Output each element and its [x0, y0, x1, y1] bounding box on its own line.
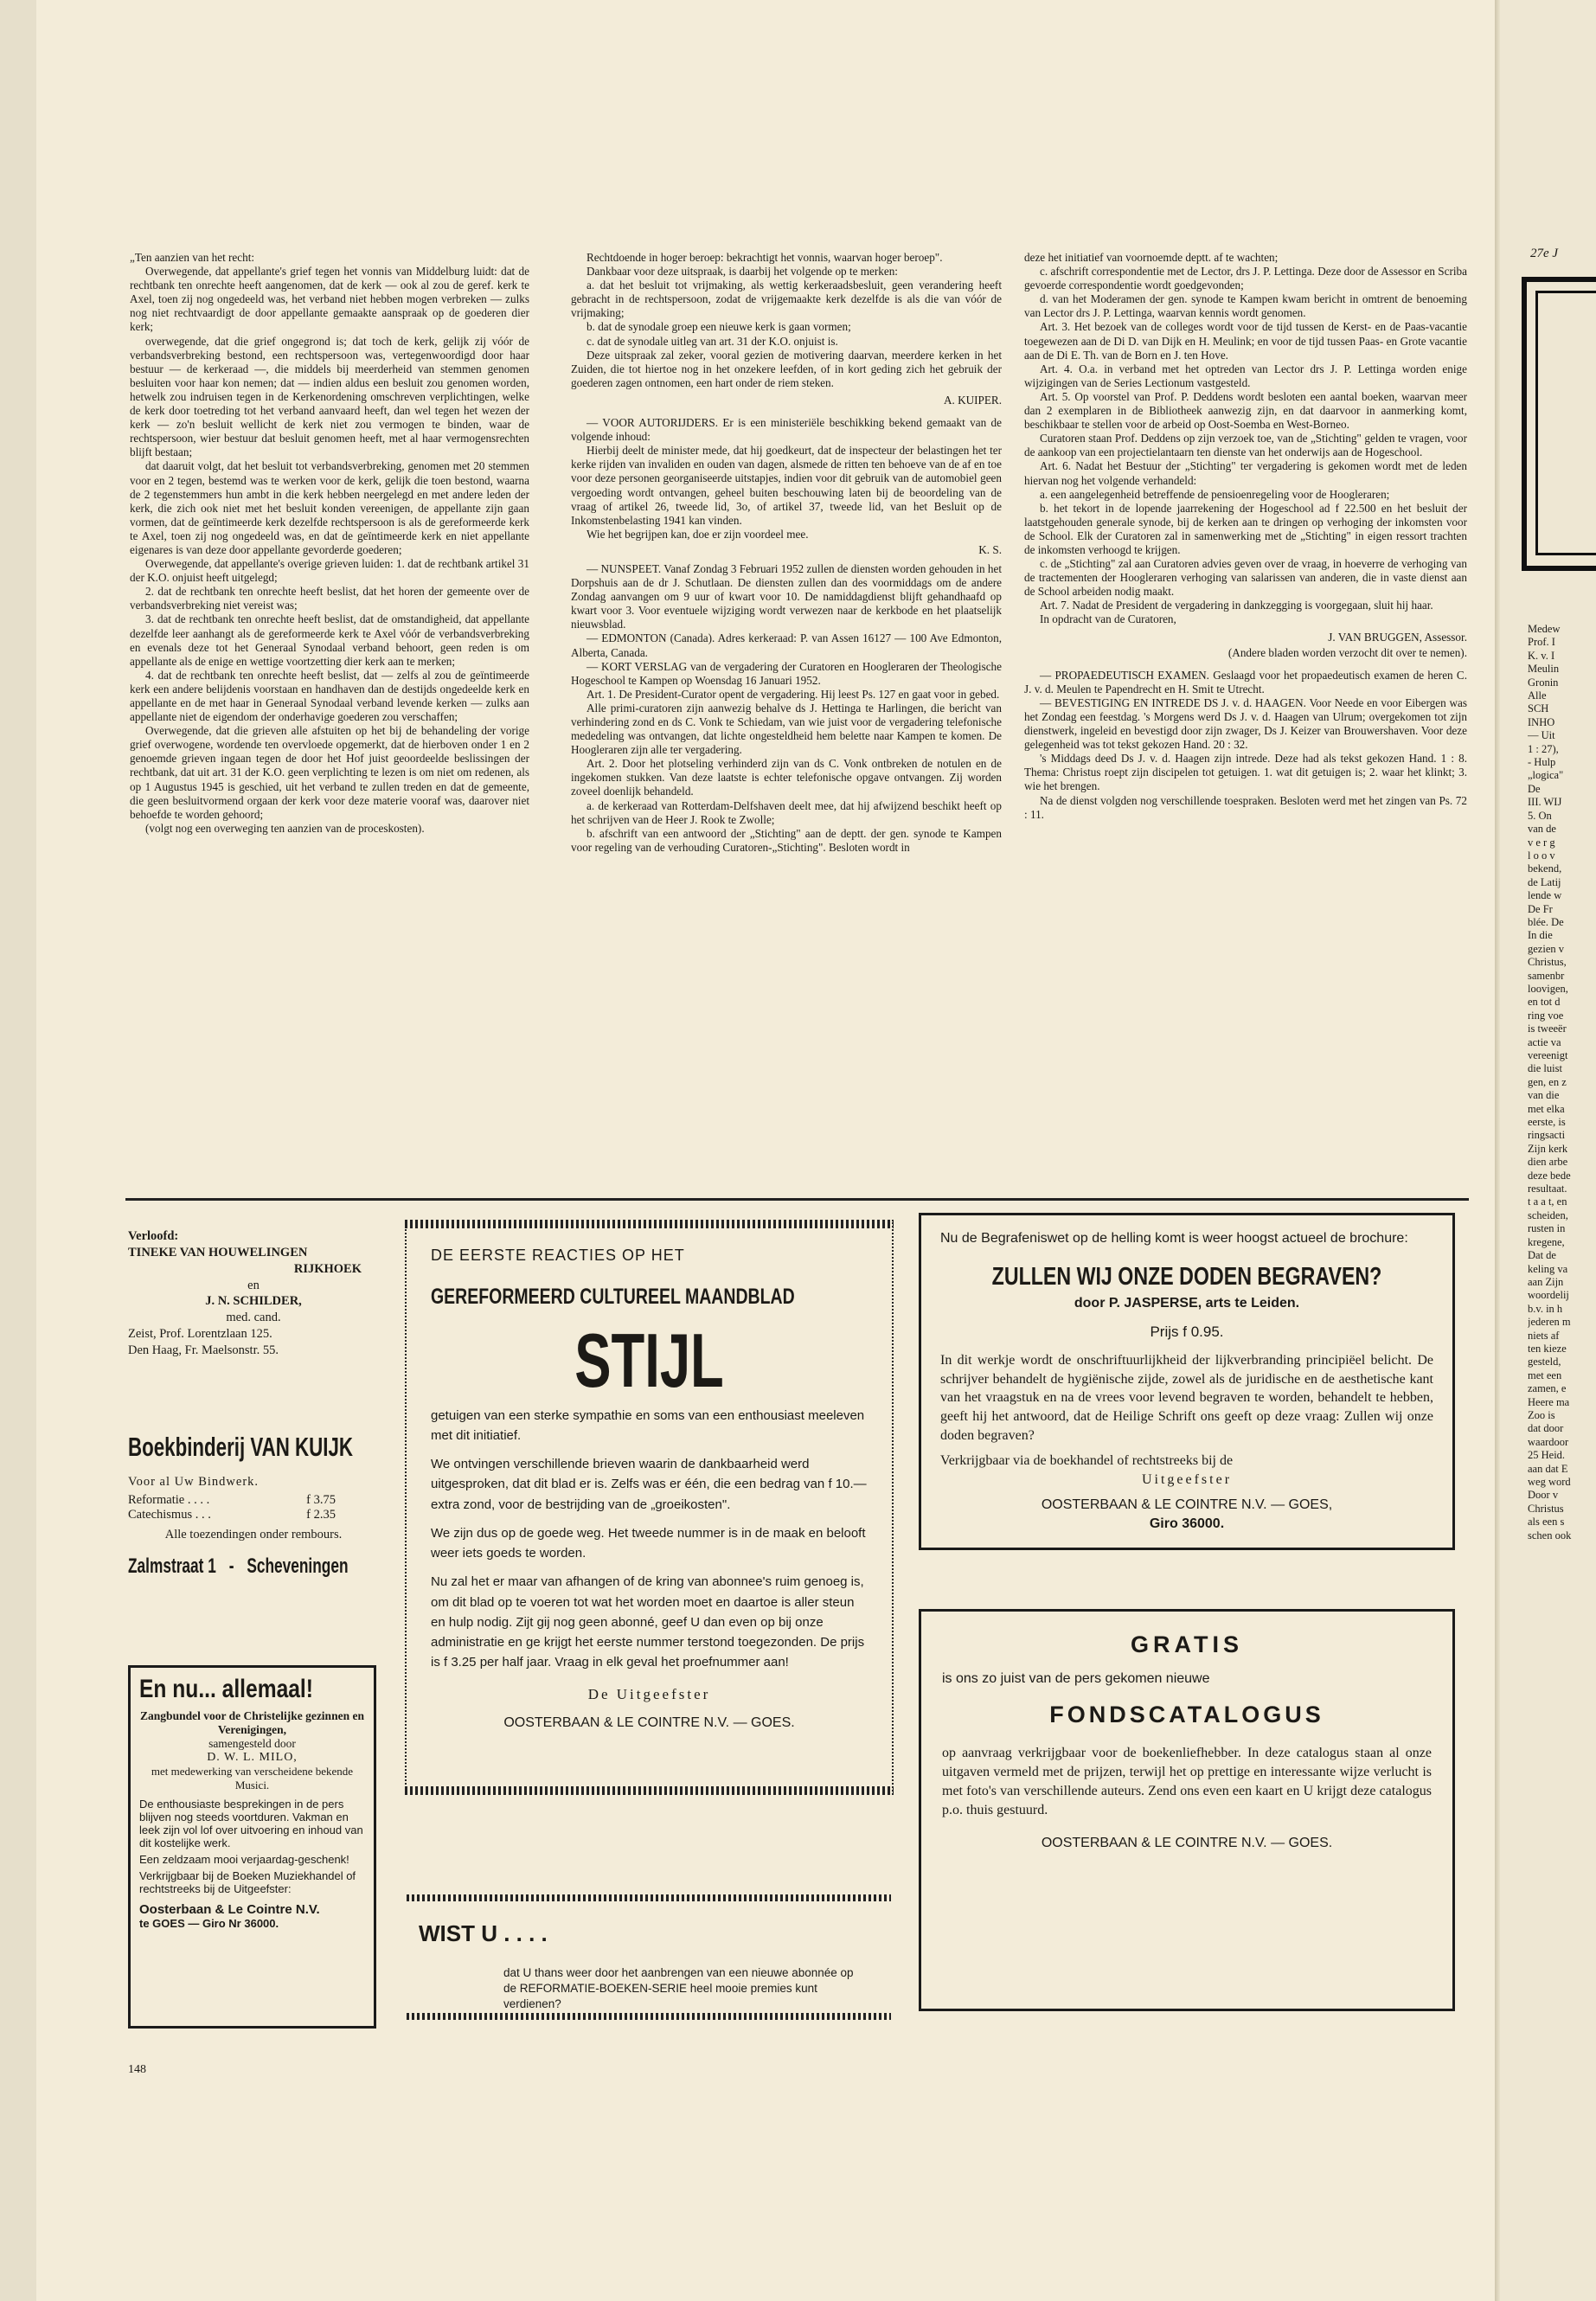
fragment-line: resultaat.	[1528, 1183, 1567, 1195]
notice-name-2: J. N. SCHILDER,	[205, 1294, 302, 1309]
fragment-line: aan dat E	[1528, 1462, 1568, 1475]
paragraph: a. een aangelegenheid betreffende de pensioenregeling voor de Hoogleraren;	[1040, 487, 1390, 501]
paragraph: — BEVESTIGING EN INTREDE DS J. v. d. HAAGEN. Voor Neede en voor Eibergen was het Zondag een feestdag. 's Morgens werd Ds J. v. d. Haagen van Ulrum; overgekomen tot zijn dienstwerk, ingeleid en bevestigd door zijn zwager, Ds J. Keizer van Brouwershaven. Voor deze gelegenheid was tot tekst gekozen Hand. 20 : 32.	[1024, 695, 1467, 752]
fragment-line: Christus,	[1528, 956, 1567, 969]
paragraph: Art. 4. O.a. in verband met het optreden van Lector drs J. P. Lettinga worden enige wijzigingen van de Series Lectionum vastgesteld.	[1024, 362, 1467, 389]
bindery-title: Boekbinderij VAN KUIJK	[128, 1432, 354, 1462]
paragraph: — EDMONTON (Canada). Adres kerkeraad: P. van Assen 16127 — 100 Ave Edmonton, Alberta, Canada.	[571, 631, 1002, 659]
dotted-border-bottom	[405, 1786, 894, 1795]
paragraph: b. afschrift van een antwoord der „Stichting" aan de deptt. der gen. synode te Kampen voor regeling van de verhouding Curatoren-„Stichting". Besloten wordt in	[571, 826, 1002, 854]
fragment-line: met een	[1528, 1368, 1562, 1381]
stijl-publisher: OOSTERBAAN & LE COINTRE N.V. — GOES.	[503, 1715, 795, 1730]
signature: J. VAN BRUGGEN, Assessor.	[1328, 630, 1467, 644]
paragraph: Alle primi-curatoren zijn aanwezig behalve ds J. Hettinga te Harlingen, die bericht van verhindering zond en ds C. Vonk te Schiedam, van wie juist voor de vergadering telefonische mededeling was ontvangen, dat lichte ongesteldheid hem belette naar Kampen te komen. De Hoogleraren zijn alle ter vergadering.	[571, 701, 1002, 757]
fragment-line: Alle	[1528, 689, 1547, 702]
catalogue-body: op aanvraag verkrijgbaar voor de boekenliefhebber. In deze catalogus staan al onze uitgaven vermeld met de prijzen, terwijl het op prettige en interessante wijze verlucht is met foto's van verschillende auteurs. Zend ons even een kaart en U krijgt deze catalogus p.o. thuis gestuurd.	[942, 1745, 1432, 1817]
article-column-3	[1024, 251, 1467, 822]
catalogue-ad	[919, 1609, 1455, 2011]
paragraph: c. dat de synodale uitleg van art. 31 der K.O. onjuist is.	[586, 334, 838, 348]
paragraph: In opdracht van de Curatoren,	[1040, 612, 1176, 626]
next-page-edge	[1500, 0, 1596, 2301]
fragment-line: loovigen,	[1528, 982, 1568, 995]
page-number: 148	[128, 2063, 146, 2076]
paragraph: Overwegende, dat appellante's grief tegen het vonnis van Middelburg luidt: dat de rechtbank ten onrechte heeft aangenomen, dat de kerk — ook al zou de geref. kerk te Axel, toen zij nog ongedeeld was, het verband niet hebben mogen verbreken — zulks nog niet rechtvaardigt de door appellante gemaakte aanspraak op de goederen dier kerk;	[130, 265, 529, 334]
songbook-p2: Een zeldzaam mooi verjaardag-geschenk!	[139, 1853, 349, 1866]
fragment-line: samenbr	[1528, 969, 1565, 982]
signature: A. KUIPER.	[943, 393, 1002, 407]
notice-place-1: RIJKHOEK	[293, 1261, 362, 1276]
fragment-line: dien arbe	[1528, 1156, 1568, 1169]
paragraph: Hierbij deelt de minister mede, dat hij goedkeurt, dat de inspecteur der belastingen het ter kerke rijden van invaliden en ouden van dagen, alsmede de ritten ten behoeve van de af en toe voor deze personen georganiseerde uitstapjes, indien voor dit gebruik van de automobiel geen vergoeding wordt ontvangen, geheel buiten beschouwing laten bij de beoordeling van de vraag of artikel 26, tweede lid, 3o, of artikel 37, tweede lid, van het Besluit op de Inkomstenbelasting 1941 kan vinden.	[571, 444, 1002, 527]
price-value: f 2.35	[306, 1508, 336, 1522]
songbook-ad	[128, 1665, 376, 2029]
paragraph: b. het tekort in de lopende jaarrekening der Hogeschool ad f 22.500 en het besluit der laatstgehouden generale synode, bij de kerken aan te dringen op verhoging der inkomsten voor de School. Elk der Curatoren zal in samenwerking met de „Stichting" in eigen ressort trachten de inkomsten verhoogd te krijgen.	[1024, 501, 1467, 556]
next-page-header: 27e J	[1530, 247, 1559, 260]
paragraph: Art. 3. Het bezoek van de colleges wordt voor de tijd tussen de Kerst- en de Paas-vacantie toegewezen aan de Di D. van Dijk en H. Meulink; en voor de tijd tussen Paas- en Grote vacantie aan de Di E. Th. van de Born en J. ten Hove.	[1024, 320, 1467, 362]
paragraph: d. van het Moderamen der gen. synode te Kampen kwam bericht in omtrent de benoeming van Lector drs J. P. Lettinga, waarvan kennis wordt genomen.	[1024, 292, 1467, 320]
fragment-line: SCH	[1528, 702, 1549, 715]
article-column-1	[130, 251, 529, 836]
fragment-line: ringsacti	[1528, 1129, 1566, 1142]
fragment-line: niets af	[1528, 1329, 1560, 1342]
fragment-line: is tweeër	[1528, 1022, 1567, 1035]
fragment-line: actie va	[1528, 1035, 1561, 1048]
fragment-line: Zijn kerk	[1528, 1142, 1568, 1155]
catalogue-title: FONDSCATALOGUS	[1049, 1702, 1324, 1728]
fragment-line: 25 Heid.	[1528, 1449, 1566, 1462]
fragment-line: deze bede	[1528, 1169, 1571, 1182]
dotted-border-top	[405, 1220, 894, 1228]
paragraph: c. afschrift correspondentie met de Lector, drs J. P. Lettinga. Deze door de Assessor en Scriba gevoerde correspondentie wordt goedgevonden;	[1024, 265, 1467, 292]
fragment-line: vereenigt	[1528, 1049, 1568, 1061]
fragment-line: 5. On	[1528, 809, 1552, 822]
fragment-line: lende w	[1528, 889, 1562, 902]
stijl-top: DE EERSTE REACTIES OP HET	[431, 1247, 685, 1264]
fragment-line: 1 : 27),	[1528, 742, 1559, 755]
dotted-border-right	[888, 1220, 894, 1795]
fragment-line: en tot d	[1528, 996, 1561, 1009]
notice-heading: Verloofd:	[128, 1229, 179, 1243]
wist-u-ad	[407, 1894, 891, 2020]
stijl-p3: We zijn dus op de goede weg. Het tweede nummer is in de maak en belooft weer iets goeds te worden.	[431, 1525, 866, 1561]
fragment-line: - Hulp	[1528, 756, 1556, 769]
burial-body: In dit werkje wordt de onschriftuurlijkheid der lijkverbranding principiëel belicht. De schrijver behandelt de hygiënische zijde, zowel als de juridische en de aesthetische kant van het vraagstuk en na de vrees voor levend begraven te worden, behandelt te hebben, geeft hij het antwoord, dat de Heilige Schrift ons geeft op deze vraag: Zullen wij onze doden begraven?	[940, 1353, 1433, 1443]
paragraph: a. de kerkeraad van Rotterdam-Delfshaven deelt mee, dat hij afwijzend beschikt heeft op het schrijven van de Heer J. Rook te Zwolle;	[571, 798, 1002, 826]
stijl-title: STIJL	[574, 1317, 724, 1403]
fragment-line: ten kieze	[1528, 1342, 1567, 1355]
notice-address-1: Zeist, Prof. Lorentzlaan 125.	[128, 1327, 272, 1342]
catalogue-line: is ons zo juist van de pers gekomen nieuwe	[942, 1671, 1210, 1687]
fragment-line: Christus	[1528, 1502, 1564, 1515]
fragment-line: waardoor	[1528, 1435, 1569, 1448]
burial-intro: Nu de Begrafeniswet op de helling komt is weer hoogst actueel de brochure:	[940, 1231, 1408, 1246]
songbook-p3: Verkrijgbaar bij de Boeken Muziekhandel of rechtstreeks bij de Uitgeefster:	[139, 1869, 356, 1895]
fragment-line: Meulin	[1528, 663, 1560, 676]
stijl-subtitle: GEREFORMEERD CULTUREEL MAANDBLAD	[431, 1284, 795, 1309]
wist-u-title: WIST U . . . .	[419, 1920, 548, 1946]
paragraph: „Ten aanzien van het recht:	[130, 251, 255, 264]
paragraph: Deze uitspraak zal zeker, vooral gezien de motivering daarvan, meerdere kerken in het Zuiden, die tot hiertoe nog in het onzekere leefden, of in kort geding zich het gebruik der goederen zagen ontnomen, een hart onder de riem steken.	[571, 348, 1002, 389]
songbook-title: En nu... allemaal!	[139, 1675, 313, 1703]
fragment-line: eerste, is	[1528, 1116, 1566, 1129]
stijl-p1: getuigen van een sterke sympathie en soms van een enthousiast meeleven met dit initiatief.	[431, 1407, 865, 1443]
paragraph: Rechtdoende in hoger beroep: bekrachtigt het vonnis, waarvan hoger beroep".	[586, 251, 943, 264]
fragment-line: Gronin	[1528, 676, 1559, 689]
stijl-p4: Nu zal het er maar van afhangen of de kring van abonnee's ruim genoeg is, om dit blad op te voeren tot wat het worden moet en daartoe is aller steun en hulp nodig. Zijt gij nog geen abonné, geef U dan even op bij onze administratie en ge krijgt het eerste nummer terstond toegezonden. De prijs is f 3.25 per half jaar. Vraag in elk geval het proefnummer aan!	[431, 1574, 865, 1670]
burial-author: door P. JASPERSE, arts te Leiden.	[1074, 1295, 1300, 1311]
fragment-line: zamen, e	[1528, 1382, 1567, 1395]
paragraph: Art. 1. De President-Curator opent de vergadering. Hij leest Ps. 127 en gaat voor in gebed.	[586, 687, 1000, 701]
left-gutter	[0, 0, 36, 2301]
fragment-line: van de	[1528, 823, 1556, 836]
paragraph: Art. 6. Nadat het Bestuur der „Stichting" ter vergadering is gekomen wordt met de leden hiervan nog het volgende verhandeld:	[1024, 459, 1467, 487]
songbook-sub-3: met medewerking van verscheidene bekende Musici.	[151, 1765, 354, 1791]
fragment-line: — Uit	[1528, 729, 1555, 742]
fragment-line: v e r g	[1528, 836, 1555, 849]
dotted-border-left	[405, 1220, 410, 1795]
songbook-publisher: Oosterbaan & Le Cointre N.V.	[139, 1902, 320, 1917]
songbook-p1: De enthousiaste besprekingen in de pers blijven nog steeds voortduren. Vakman en leek zijn vol lof over uitvoering en inhoud van dit kostelijke werk.	[139, 1798, 363, 1849]
catalogue-gratis: GRATIS	[1131, 1631, 1243, 1657]
paragraph: (volgt nog een overweging ten aanzien van de proceskosten).	[145, 821, 425, 835]
fragment-line: De	[1528, 782, 1541, 795]
paragraph: Art. 7. Nadat de President de vergadering in dankzegging is voorgegaan, sluit hij haar.	[1040, 599, 1433, 612]
fragment-line: gesteld,	[1528, 1356, 1561, 1368]
paragraph: 4. dat de rechtbank ten onrechte heeft beslist, dat — zelfs al zou de geïntimeerde kerk een andere belijdenis voorstaan en handhaven dan de destijds ongedeelde kerk en appellante en de met haar in Generaal Synodaal verband levende kerken — zulks aan appellante niet de eigendom der onderhavige goederen zou verschaffen;	[130, 668, 529, 724]
paragraph: — VOOR AUTORIJDERS. Er is een ministeriële beschikking bekend gemaakt van de volgende inhoud:	[571, 416, 1002, 444]
burial-publisher: OOSTERBAAN & LE COINTRE N.V. — GOES,	[1041, 1497, 1333, 1513]
next-page-black-block	[1522, 277, 1596, 571]
fragment-line: de Latij	[1528, 875, 1561, 888]
fragment-line: Dat de	[1528, 1249, 1556, 1262]
fragment-line: Zoo is	[1528, 1408, 1555, 1421]
reprint-note: (Andere bladen worden verzocht dit over te nemen).	[1227, 645, 1467, 659]
engagement-notice	[128, 1228, 379, 1359]
fragment-line: In die	[1528, 929, 1553, 942]
paragraph: 's Middags deed Ds J. v. d. Haagen zijn intrede. Deze had als tekst gekozen Hand. 1 : 8. Thema: Christus roept zijn discipelen tot getuigen. 1. wat dit getuigen is; 2. waar het klinkt; 3. wie het brengen.	[1024, 752, 1467, 793]
fragment-line: blée. De	[1528, 915, 1564, 928]
paragraph: Overwegende, dat die grieven alle afstuiten op het bij de behandeling der vorige grief overwogene, wordende ten overvloede opgemerkt, dat de hierboven onder 1 en 2 genoemde grieven ingaan tegen de door het Hof juist geoordeelde beslissingen der rechtbank, dat uit art. 31 der K.O. geen verplichting te lezen is om niet om redenen, als op 1 Augustus 1945 is geschied, uit het verband te zullen treden en dat de gemeente, die geen besluitvormend orgaan der kerk voor deze materie vooraf was, daarover niet behoefde te worden gehoord;	[130, 724, 529, 821]
fragment-line: Door v	[1528, 1489, 1559, 1502]
fragment-line: K. v. I	[1528, 649, 1555, 662]
paragraph: — NUNSPEET. Vanaf Zondag 3 Februari 1952 zullen de diensten worden gehouden in het Dorpshuis aan de dr J. Schutlaan. De diensten zullen dan des voormiddags om de andere Zondag aanvangen om 9 uur of kwart voor 10. De namiddagdienst blijft gehandhaafd op kwart voor 3. Voor eventuele wijziging wordt verwezen naar de kerkbode en het plaatselijk nieuwsblad.	[571, 561, 1003, 631]
notice-title-2: med. cand.	[226, 1311, 281, 1325]
next-page-text-fragments	[1528, 623, 1596, 1542]
bindery-line-2: Alle toezendingen onder rembours.	[164, 1528, 343, 1541]
fragment-line: INHO	[1528, 715, 1555, 728]
paragraph: Art. 5. Op voorstel van Prof. P. Deddens wordt besloten een aantal boeken, waarvan meer dan 2 exemplaren in de Bibliotheek aanwezig zijn, en dat daarvoor in aanmerking komt, beschikbaar te stellen voor de arbeid op Oost-Soemba en West-Borneo.	[1024, 389, 1467, 432]
stijl-p2: We ontvingen verschillende brieven waarin de dankbaarheid werd uitgesproken, dat dit blad er is. Zelfs was er één, die een bedrag van f 10.— extra zond, voor de bestrijding van de „groeikosten".	[431, 1457, 867, 1512]
paragraph: Curatoren staan Prof. Deddens op zijn verzoek toe, van de „Stichting" gelden te vragen, voor de aankoop van een projectielantaarn ten dienste van het onderwijs aan de Hogeschool.	[1024, 432, 1467, 459]
bindery-price-row-2	[128, 1508, 379, 1522]
burial-price: Prijs f 0.95.	[1150, 1324, 1224, 1341]
paragraph: c. de „Stichting" zal aan Curatoren advies geven over de vraag, in hoeverre de verhoging van de tractementen der Hoogleraren verhoging van salarissen van anderen, die in vaste dienst aan de School arbeiden nodig maakt.	[1024, 557, 1467, 599]
article-column-2	[571, 251, 1002, 855]
signature: K. S.	[978, 542, 1002, 556]
paragraph: 2. dat de rechtbank ten onrechte heeft beslist, dat het horen der gemeente over de verbandsverbreking niet vereist was;	[130, 585, 529, 612]
fragment-line: bekend,	[1528, 862, 1562, 875]
wist-u-text: dat U thans weer door het aanbrengen van een nieuwe abonnée op de REFORMATIE-BOEKEN-SERIE heel mooie premies kunt verdienen?	[503, 1966, 854, 2011]
paragraph: — PROPAEDEUTISCH EXAMEN. Geslaagd voor het propaedeutisch examen de heren C. J. v. d. Meulen te Papendrecht en H. Smit te Utrecht.	[1024, 668, 1467, 695]
paragraph: b. dat de synodale groep een nieuwe kerk is gaan vormen;	[586, 320, 851, 334]
fragment-line: rusten in	[1528, 1222, 1566, 1235]
fragment-line: aan Zijn	[1528, 1275, 1564, 1288]
fragment-line: Medew	[1528, 623, 1561, 635]
fragment-line: gen, en z	[1528, 1075, 1567, 1088]
burial-publisher-label: Uitgeefster	[1141, 1471, 1233, 1487]
burial-title: ZULLEN WIJ ONZE DODEN BEGRAVEN?	[991, 1262, 1382, 1291]
paragraph: deze het initiatief van voornoemde deptt. af te wachten;	[1024, 251, 1279, 264]
paragraph: Dankbaar voor deze uitspraak, is daarbij het volgende op te merken:	[586, 265, 898, 279]
fragment-line: Heere ma	[1528, 1395, 1570, 1408]
notice-en: en	[247, 1278, 260, 1292]
paragraph: a. dat het besluit tot vrijmaking, als wettig kerkeraadsbesluit, geen verandering heeft gebracht in de rechtspersoon, zodat de vrijgemaakte kerk dezelfde is als die van vóór de vrijmaking;	[571, 279, 1002, 320]
songbook-place: te GOES — Giro Nr 36000.	[139, 1917, 279, 1930]
fragment-line: De Fr	[1528, 902, 1553, 915]
address-separator: -	[228, 1554, 234, 1578]
fragment-line: „logica"	[1528, 769, 1564, 782]
fragment-line: III. WIJ	[1528, 796, 1562, 809]
fragment-line: gezien v	[1528, 942, 1564, 955]
address-city: Scheveningen	[247, 1554, 349, 1578]
paragraph: Wie het begrijpen kan, doe er zijn voordeel mee.	[586, 527, 809, 541]
songbook-author: D. W. L. MILO,	[207, 1751, 298, 1764]
fragment-line: Prof. I	[1528, 636, 1555, 649]
fragment-line: b.v. in h	[1528, 1302, 1563, 1315]
paragraph: Art. 2. Door het plotseling verhinderd zijn van ds C. Vonk ontbreken de notulen en de ingekomen stukken. Van deze laatste is echter telefonische opgave ontvangen. Zij worden zoveel doenlijk behandeld.	[571, 757, 1002, 798]
fragment-line: schen ook	[1528, 1529, 1572, 1541]
bindery-address	[128, 1554, 349, 1579]
burial-avail: Verkrijgbaar via de boekhandel of rechtstreeks bij de	[940, 1453, 1234, 1469]
fragment-line: keling va	[1528, 1262, 1568, 1275]
paragraph: dat daaruit volgt, dat het besluit tot verbandsverbreking, genomen met 20 stemmen voor en 2 tegen, bestemd was te werken voor de kerk, gelijk die toen bestond, waarna de 2 tegenstemmers hun ambt in die kerk hebben neergelegd en met andere leden der kerk, die zich ook niet met het besluit konden vereenigen, de appellante zijn gaan vormen, dat de geïntimeerde kerk dezelfde rechtspersoon is als de gereformeerde kerk te Axel, toen zij nog ongedeeld was, en dat de geïntimeerde kerk en niet appellante eigenares is van deze door appellante gevorderde goederen;	[130, 459, 529, 556]
songbook-sub-2: samengesteld door	[208, 1737, 296, 1750]
fragment-line: met elka	[1528, 1102, 1565, 1115]
fragment-line: woordelij	[1528, 1289, 1569, 1302]
songbook-sub-1: Zangbundel voor de Christelijke gezinnen en Verenigingen,	[140, 1709, 364, 1736]
price-value: f 3.75	[306, 1493, 336, 1507]
fragment-line: van die	[1528, 1089, 1560, 1102]
address-street: Zalmstraat 1	[128, 1554, 216, 1578]
paragraph: Overwegende, dat appellante's overige grieven luiden: 1. dat de rechtbank artikel 31 der K.O. onjuist heeft uitgelegd;	[130, 557, 529, 585]
burial-giro: Giro 36000.	[1149, 1516, 1225, 1532]
fragment-line: jederen m	[1528, 1316, 1571, 1329]
price-label: Catechismus . . .	[128, 1508, 211, 1522]
stijl-publisher-label: De Uitgeefster	[587, 1685, 711, 1702]
stijl-ad	[405, 1220, 894, 1795]
price-label: Reformatie . . . .	[128, 1493, 210, 1507]
paragraph: overwegende, dat die grief ongegrond is; dat toch de kerk, gelijk zij vóór de verbandsverbreking bestond, een rechtspersoon was, vertegenwoordigd door haar bestuur — de kerkeraad —, die middels bij meerderheid van stemmen genomen besluiten voor haar kon nemen; dat — indien aldus een besluit zou genomen worden, hetwelk zou indruisen tegen in de Kerkenordening omschreven verplichtingen, welke de kerk door toetreding tot het verband aanvaard heeft, dan wel tegen het wezen der kerk — zo'n besluit wellicht de kerk niet zou vermogen te binden, waar de rechtspersoon, wier bestuur dat besluit genomen heeft, met al haar vermogensrechten blijft bestaan;	[130, 334, 529, 459]
fragment-line: dat door	[1528, 1422, 1564, 1435]
fragment-line: kregene,	[1528, 1235, 1565, 1248]
notice-address-2: Den Haag, Fr. Maelsonstr. 55.	[128, 1343, 279, 1357]
paragraph: 3. dat de rechtbank ten onrechte heeft beslist, dat de omstandigheid, dat appellante dezelfde leer aanhangt als de gereformeerde kerk te Axel vóór de verbandsverbreking en evenals deze tot het Generaal Synodaal verband behoort, geen reden is om appellante als de enige en wettige voortzetting dier kerk aan te merken;	[130, 612, 529, 668]
bindery-ad	[128, 1432, 379, 1579]
fragment-line: weg word	[1528, 1476, 1571, 1488]
fragment-line: als een s	[1528, 1516, 1565, 1529]
bindery-price-row-1	[128, 1493, 379, 1508]
dotted-border-bottom	[407, 2013, 891, 2020]
paragraph: — KORT VERSLAG van de vergadering der Curatoren en Hoogleraren der Theologische Hogeschool te Kampen op Woensdag 16 Januari 1952.	[571, 659, 1002, 687]
fragment-line: ring voe	[1528, 1009, 1564, 1022]
bindery-line-1: Voor al Uw Bindwerk.	[128, 1475, 260, 1489]
notice-name-1: TINEKE VAN HOUWELINGEN	[128, 1245, 308, 1259]
fragment-line: scheiden,	[1528, 1208, 1568, 1221]
fragment-line: l o o v	[1528, 849, 1555, 862]
dotted-border-top	[407, 1894, 891, 1901]
fragment-line: die luist	[1528, 1062, 1562, 1075]
catalogue-publisher: OOSTERBAAN & LE COINTRE N.V. — GOES.	[1041, 1835, 1333, 1850]
burial-brochure-ad	[919, 1213, 1455, 1550]
column-rule	[125, 1198, 1469, 1201]
paragraph: Na de dienst volgden nog verschillende toespraken. Besloten werd met het zingen van Ps. 72 : 11.	[1024, 793, 1467, 821]
fragment-line: t a a t, en	[1528, 1195, 1567, 1208]
